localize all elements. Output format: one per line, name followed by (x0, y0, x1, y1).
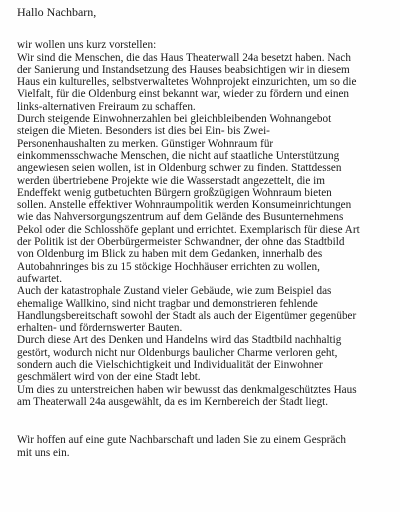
letter-line: Autobahnringes bis zu 15 stöckige Hochhäuser errichten zu wollen, (17, 260, 320, 273)
letter-line: Um dies zu unterstreichen haben wir bewusst das denkmalgeschütztes Haus (17, 383, 357, 396)
letter-line: Durch steigende Einwohnerzahlen bei gleichbleibenden Wohnangebot (17, 113, 332, 126)
letter-line: Auch der katastrophale Zustand vieler Gebäude, wie zum Beispiel das (17, 285, 332, 298)
closing-line: Wir hoffen auf eine gute Nachbarschaft und laden Sie zu einem Gespräch (17, 434, 346, 447)
letter-line: Pekol oder die Schlosshöfe geplant und errichtet. Exemplarisch für diese Art (17, 223, 360, 236)
letter-line: sondern auch die Vielschichtigkeit und Individualität der Einwohner (17, 359, 323, 372)
letter-line: Wir sind die Menschen, die das Haus Theaterwall 24a besetzt haben. Nach (17, 51, 351, 64)
letter-line: Personenhaushalten zu merken. Günstiger Wohnraum für (17, 137, 274, 150)
letter-line: wie das Nahversorgungszentrum auf dem Gelände des Busunternehmens (17, 211, 344, 224)
letter-line: Durch diese Art des Denken und Handelns wird das Stadtbild nachhaltig (17, 334, 342, 347)
letter-line: erhalten- und fördernswerter Bauten. (17, 322, 183, 335)
letter-line: Haus ein kulturelles, selbstverwaltetes Wohnprojekt einzurichten, um so die (17, 76, 357, 89)
letter-line: der Sanierung und Instandsetzung des Hauses beabsichtigen wir in diesem (17, 63, 350, 76)
letter-line: der Politik ist der Oberbürgermeister Schwandner, der ohne das Stadtbild (17, 236, 345, 249)
letter-line: aufwartet. (17, 272, 63, 285)
letter-greeting: Hallo Nachbarn, (17, 5, 97, 19)
letter-line: werden übertriebene Projekte wie die Wasserstadt angezettelt, die im (17, 174, 325, 187)
letter-line: von Oldenburg im Blick zu haben mit dem Gedanken, innerhalb des (17, 248, 323, 261)
letter-line: Vielfalt, für die Oldenburg einst bekannt war, wieder zu fördern und einen (17, 88, 350, 101)
letter-line: gestört, wodurch nicht nur Oldenburgs baulicher Charme verloren geht, (17, 346, 338, 359)
letter-line: angewiesen seien wollen, ist in Oldenburg schwer zu finden. Stattdessen (17, 162, 342, 175)
letter-line: einkommensschwache Menschen, die nicht auf staatliche Unterstützung (17, 149, 340, 162)
letter-line: am Theaterwall 24a ausgewählt, da es im Kernbereich der Stadt liegt. (17, 395, 329, 408)
letter-line: geschmälert wird von der eine Stadt lebt. (17, 371, 201, 384)
letter-line: Endeffekt wenig gutbetuchten Bürgern großzügigen Wohnraum bieten (17, 186, 332, 199)
letter-line: Handlungsbereitschaft sowohl der Stadt als auch der Eigentümer gegenüber (17, 309, 357, 322)
letter-line: ehemalige Wallkino, sind nicht tragbar und demonstrieren fehlende (17, 297, 318, 310)
letter-line: steigen die Mieten. Besonders ist dies bei Ein- bis Zwei- (17, 125, 270, 138)
letter-line: wir wollen uns kurz vorstellen: (17, 39, 157, 52)
closing-line: mit uns ein. (17, 446, 70, 459)
letter-body (17, 39, 390, 408)
letter-line: sollen. Anstelle effektiver Wohnraumpolitik werden Konsumeinrichtungen (17, 199, 352, 212)
letter-closing (17, 434, 390, 459)
letter-line: links-alternativen Freiraum zu schaffen. (17, 100, 196, 113)
